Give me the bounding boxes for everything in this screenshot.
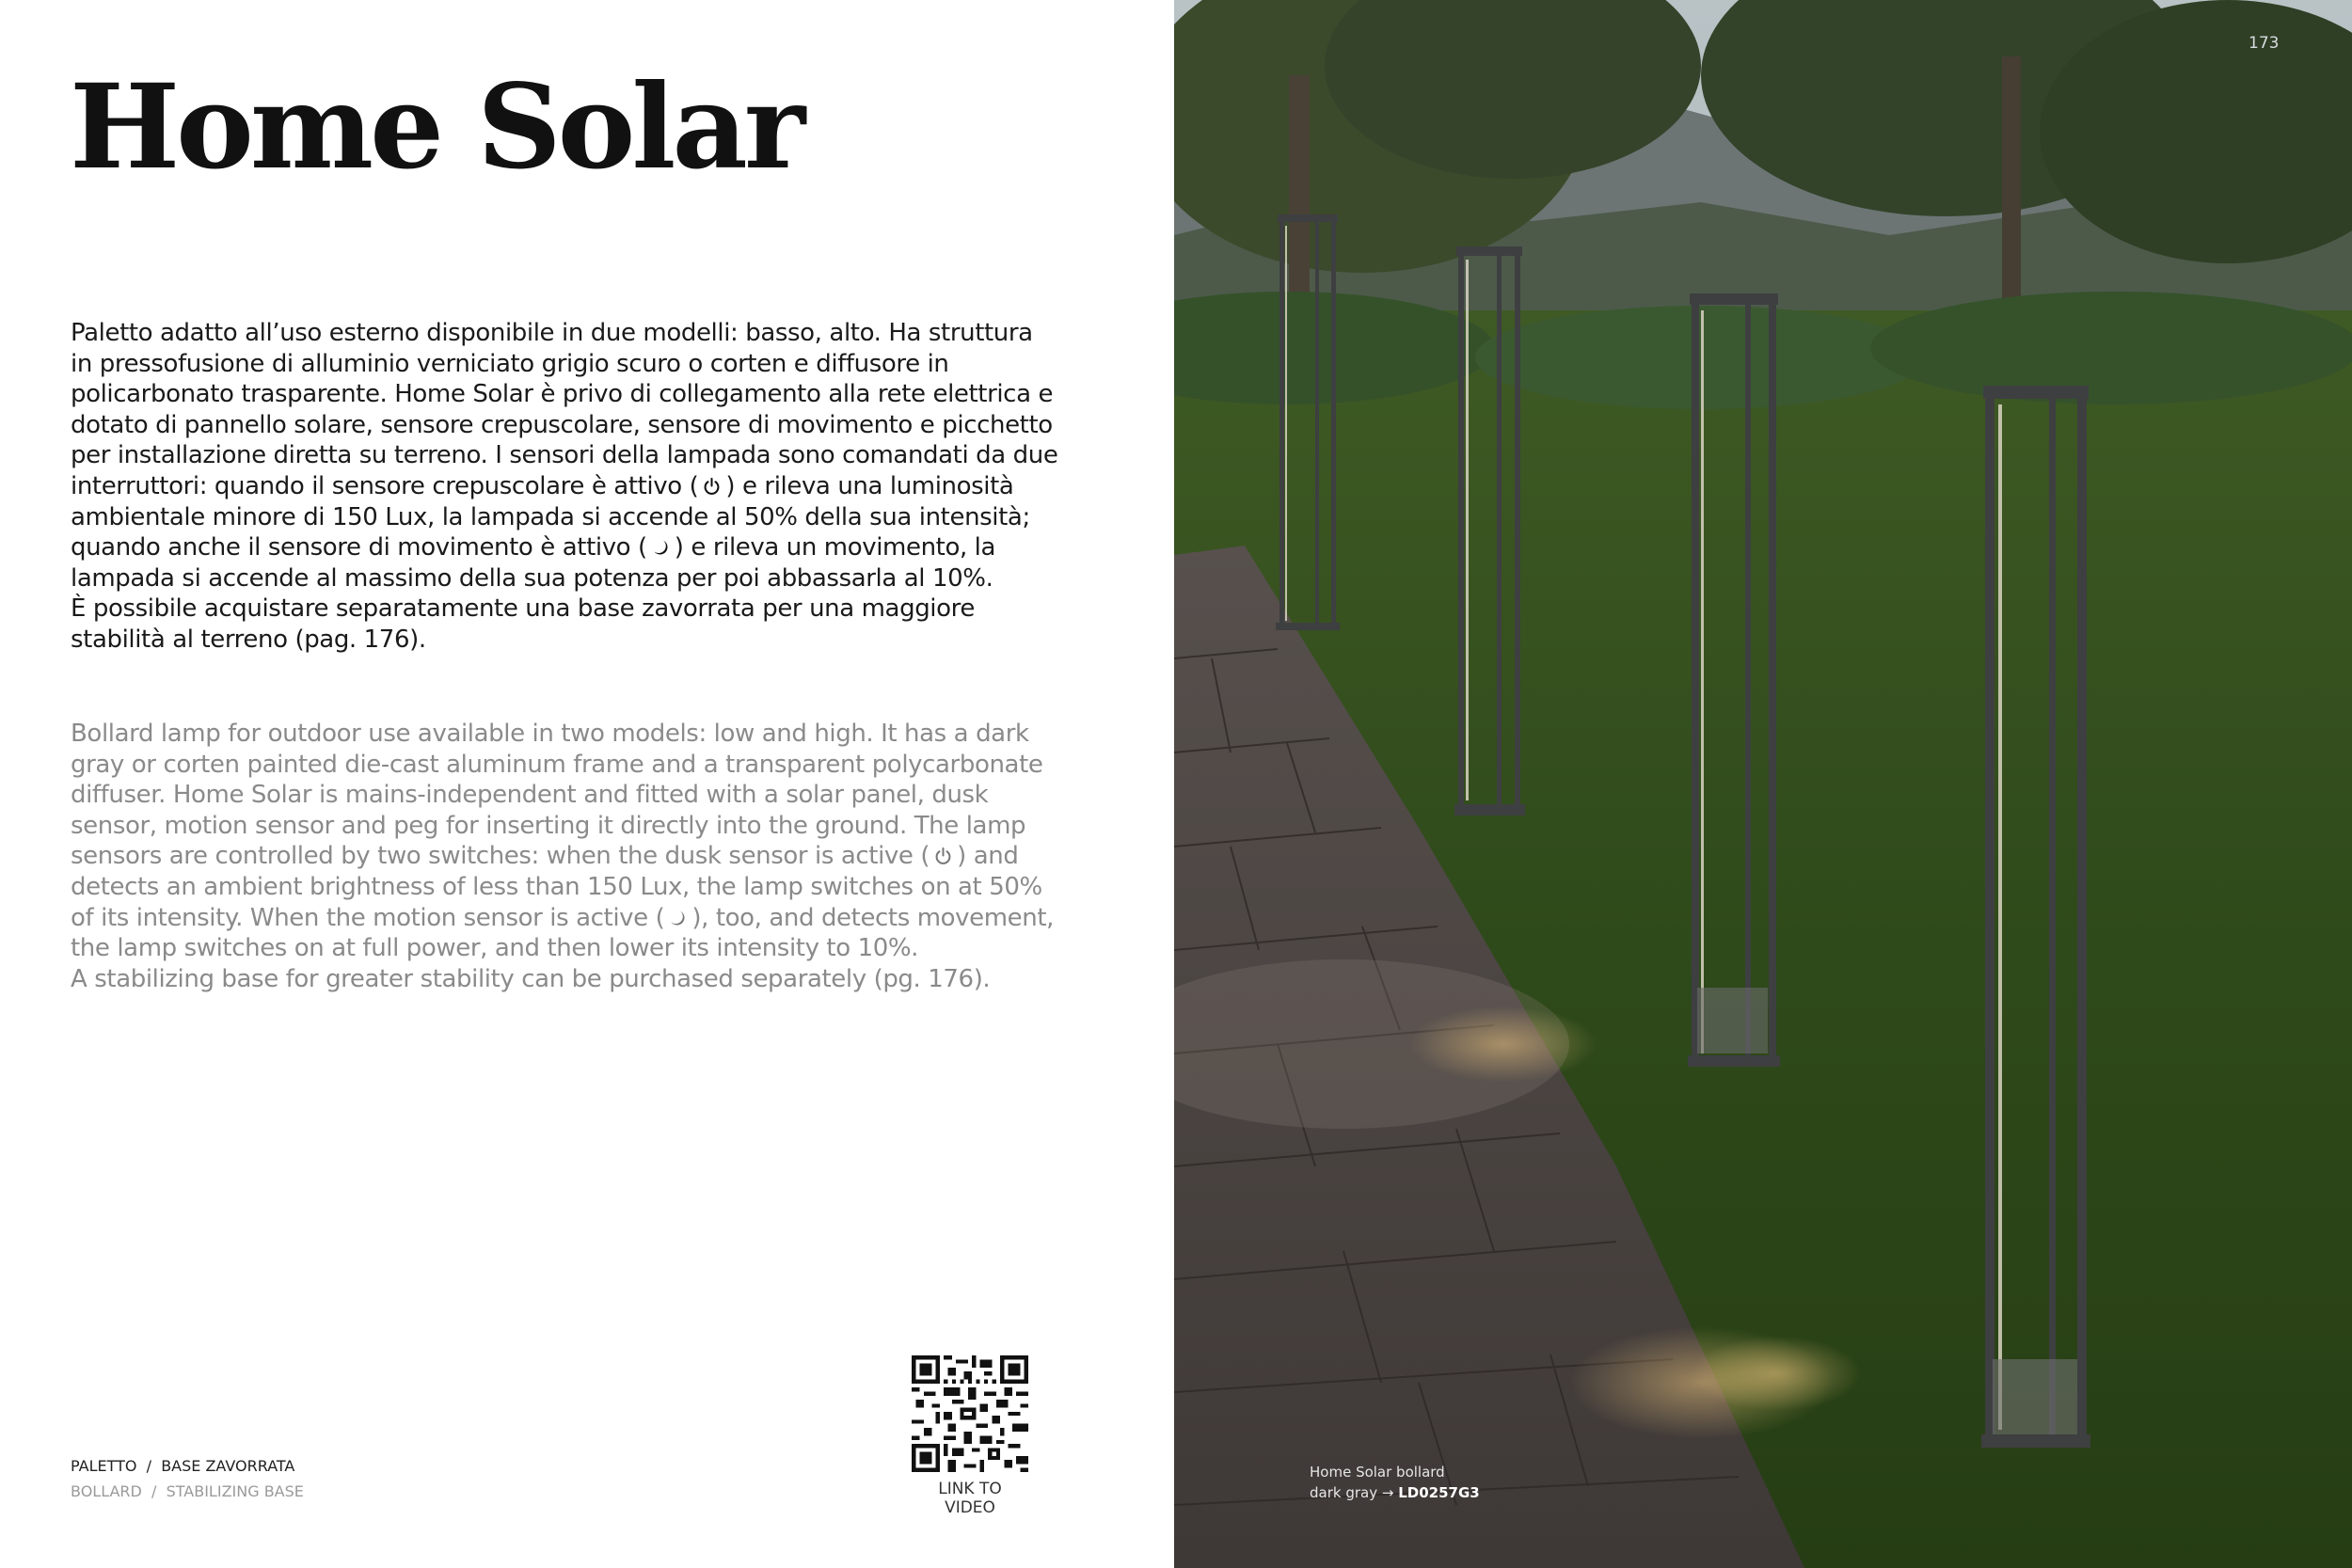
description-english-part-2: ) and detects an ambient brightness of less than 150 Lux, the lamp switches on at 50% of its intensity. When the motion sensor is active (: [71, 842, 1042, 932]
description-italian-part-2: ) e rileva una luminosità ambientale minore di 150 Lux, la lampada si accende al 50% della sua intensità; quando anche il sensore di movimento è attivo (: [71, 471, 1030, 562]
description-english-base-note: A stabilizing base for greater stability can be purchased separately (pg. 176).: [71, 964, 991, 993]
description-italian-base-note: È possibile acquistare separatamente una base zavorrata per una maggiore stabilità al terreno (pag. 176).: [71, 594, 975, 654]
moon-icon: [651, 538, 671, 558]
category-english: BOLLARD / STABILIZING BASE: [71, 1482, 304, 1500]
description-english: [71, 719, 1058, 994]
photo-caption: [1310, 1462, 1480, 1503]
page-title: Home Solar: [70, 59, 803, 196]
qr-label[interactable]: LINK TO VIDEO: [938, 1480, 1002, 1517]
caption-finish-label: dark gray →: [1310, 1484, 1399, 1501]
description-english-part-3: ), too, and detects movement, the lamp switches on at full power, and then lower its intensity to 10%.: [71, 903, 1055, 963]
power-icon: [702, 477, 722, 497]
product-photo: [1174, 0, 2352, 1568]
description-english-part-1: Bollard lamp for outdoor use available in two models: low and high. It has a dark gray or corten painted die-cast aluminum frame and a transparent polycarbonate diffuser. Home Solar is mains-independent and fitted with a solar panel, dusk sensor, motion sensor and peg for inserting it directly into the ground. The lamp sensors are controlled by two switches: when the dusk sensor is active (: [71, 720, 1043, 871]
left-page: [0, 0, 1174, 1568]
page-number: 173: [2249, 34, 2280, 53]
caption-product: Home Solar bollard: [1310, 1464, 1445, 1481]
product-code: LD0257G3: [1398, 1484, 1480, 1501]
power-icon: [933, 847, 953, 866]
description-italian-part-3: ) e rileva un movimento, la lampada si accende al massimo della sua potenza per poi abbassarla al 10%.: [71, 533, 996, 593]
caption-finish: [1310, 1482, 1480, 1503]
description-italian: [71, 318, 1058, 656]
qr-code[interactable]: [912, 1355, 1028, 1472]
description-italian-part-1: Paletto adatto all’uso esterno disponibile in due modelli: basso, alto. Ha struttura in pressofusione di alluminio verniciato grigio scuro o corten e diffusore in policarbonato trasparente. Home Solar è privo di collegamento alla rete elettrica e dotato di pannello solare, sensore crepuscolare, sensore di movimento e picchetto per installazione diretta su terreno. I sensori della lampada sono comandati da due interruttori: quando il sensore crepuscolare è attivo (: [71, 319, 1058, 500]
category-italian: PALETTO / BASE ZAVORRATA: [71, 1457, 295, 1475]
moon-icon: [668, 909, 688, 928]
